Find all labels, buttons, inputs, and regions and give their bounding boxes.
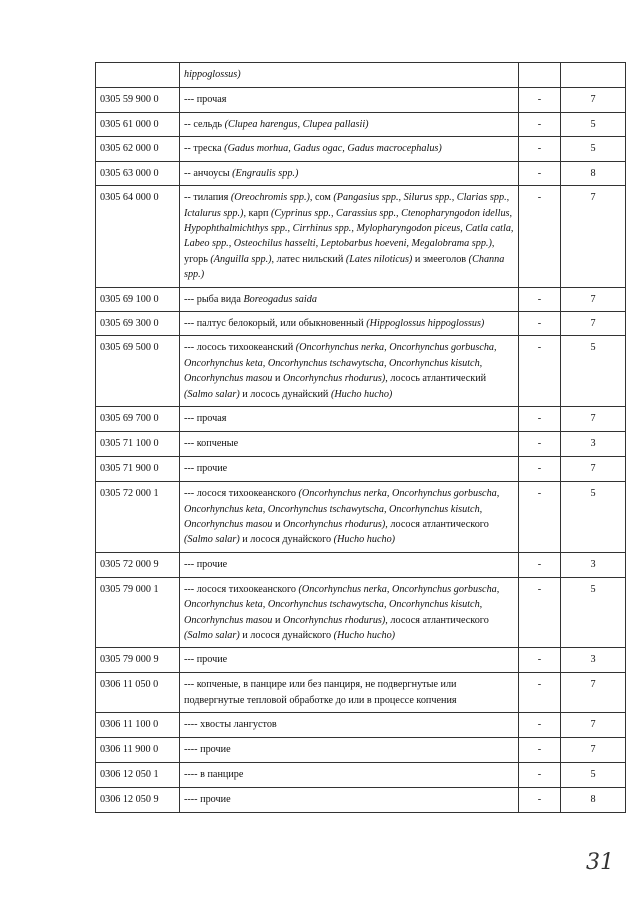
description-cell: [180, 336, 519, 407]
unit-cell: -: [519, 287, 561, 311]
duty-rate-cell: 7: [561, 673, 626, 713]
table-row: [96, 186, 626, 287]
duty-rate-cell: 7: [561, 88, 626, 113]
duty-rate-cell: 7: [561, 312, 626, 336]
duty-rate-cell: 5: [561, 577, 626, 648]
table-row: [96, 287, 626, 311]
description-text: , сом: [309, 192, 334, 204]
table-row: [96, 432, 626, 457]
table-row: [96, 336, 626, 407]
table-row: [96, 407, 626, 432]
duty-rate-cell: 5: [561, 336, 626, 407]
duty-rate-cell: 7: [561, 738, 626, 763]
duty-rate-cell: 5: [561, 137, 626, 161]
tnved-code-cell: 0305 79 000 1: [96, 577, 180, 648]
description-text: и лосося дунайского: [239, 534, 334, 546]
description-cell: [180, 577, 519, 648]
tnved-code-cell: 0305 71 900 0: [96, 457, 180, 482]
table-row: [96, 88, 626, 113]
description-text: ---- прочие: [184, 794, 231, 806]
table-row: [96, 673, 626, 713]
tnved-code-cell: 0306 11 050 0: [96, 673, 180, 713]
description-text: и: [272, 614, 283, 626]
latin-name-text: (Lates niloticus): [345, 253, 413, 265]
tnved-code-cell: 0305 59 900 0: [96, 88, 180, 113]
latin-name-text: (Oreochromis spp.): [230, 192, 310, 204]
description-cell: [180, 113, 519, 137]
unit-cell: -: [519, 577, 561, 648]
latin-name-text: (Oncorhynchus nerka, Oncorhynchus gorbuscha, Oncorhynchus keta, Oncorhynchus tschawytscha, Oncorhynchus kisutch, Oncorhynchus masou: [184, 488, 500, 530]
latin-name-text: (Hucho hucho): [333, 534, 396, 546]
tariff-table-body: [96, 63, 626, 813]
description-text: ---- в панцире: [184, 769, 244, 781]
description-cell: [180, 161, 519, 185]
page-number: 31: [586, 850, 614, 875]
tnved-code-cell: 0306 11 900 0: [96, 738, 180, 763]
unit-cell: [519, 63, 561, 88]
description-cell: [180, 552, 519, 577]
tnved-code-cell: 0305 72 000 9: [96, 552, 180, 577]
description-text: и: [272, 518, 283, 530]
description-text: --- копченые: [184, 438, 239, 450]
latin-name-text: (Anguilla spp.): [210, 253, 272, 265]
tnved-code-cell: 0306 12 050 1: [96, 763, 180, 788]
tnved-code-cell: 0306 11 100 0: [96, 713, 180, 738]
description-text: --- палтус белокорый, или обыкновенный: [184, 318, 367, 330]
table-row: [96, 161, 626, 185]
description-text: -- анчоусы: [184, 167, 233, 179]
description-cell: [180, 763, 519, 788]
latin-name-text: (Gadus morhua, Gadus ogac, Gadus macrocephalus): [224, 143, 442, 155]
unit-cell: -: [519, 482, 561, 553]
description-cell: [180, 482, 519, 553]
description-cell: [180, 407, 519, 432]
tnved-code-cell: 0305 72 000 1: [96, 482, 180, 553]
description-text: -- сельдь: [184, 119, 225, 130]
description-text: --- лосось тихоокеанский: [184, 342, 296, 354]
unit-cell: -: [519, 432, 561, 457]
description-text: ---- хвосты лангустов: [184, 719, 277, 731]
latin-name-text: (Pangasius spp., Silurus spp., Clarias spp., Ictalurus spp.): [184, 192, 510, 219]
tnved-code-cell: 0305 69 500 0: [96, 336, 180, 407]
description-text: --- копченые, в панцире или без панциря, не подвергнутые или подвергнутые тепловой обработке до или в процессе копчения: [184, 679, 457, 706]
latin-name-text: (Cyprinus spp., Carassius spp., Ctenopharyngodon idellus, Hypophthalmichthys spp., Cirrhinus spp., Mylopharyngodon piceus, Catla catla, Labeo spp., Osteochilus hasselti, Leptobarbus hoeveni, Megalobrama spp.): [184, 207, 514, 250]
unit-cell: -: [519, 407, 561, 432]
description-text: -- треска: [184, 143, 225, 155]
duty-rate-cell: 5: [561, 482, 626, 553]
tnved-code-cell: 0305 69 100 0: [96, 287, 180, 311]
description-cell: [180, 137, 519, 161]
description-cell: [180, 738, 519, 763]
table-row: [96, 577, 626, 648]
latin-name-text: (Clupea harengus, Clupea pallasii): [224, 119, 369, 130]
unit-cell: -: [519, 113, 561, 137]
description-text: --- лосося тихоокеанского: [184, 488, 299, 500]
duty-rate-cell: [561, 63, 626, 88]
tnved-code-cell: 0305 62 000 0: [96, 137, 180, 161]
description-cell: [180, 312, 519, 336]
duty-rate-cell: 7: [561, 407, 626, 432]
duty-rate-cell: 5: [561, 113, 626, 137]
unit-cell: -: [519, 788, 561, 813]
description-cell: [180, 287, 519, 311]
description-text: , угорь: [184, 238, 495, 265]
unit-cell: -: [519, 312, 561, 336]
duty-rate-cell: 8: [561, 161, 626, 185]
description-cell: [180, 788, 519, 813]
description-text: --- прочие: [184, 558, 228, 570]
description-text: , карп: [243, 207, 271, 219]
tnved-code-cell: 0305 64 000 0: [96, 186, 180, 287]
table-row: [96, 738, 626, 763]
latin-name-text: (Oncorhynchus nerka, Oncorhynchus gorbuscha, Oncorhynchus keta, Oncorhynchus tschawytscha, Oncorhynchus kisutch, Oncorhynchus masou: [184, 342, 497, 385]
latin-name-text: hippoglossus): [184, 69, 241, 80]
unit-cell: -: [519, 648, 561, 673]
table-row: [96, 763, 626, 788]
table-row: [96, 137, 626, 161]
description-text: , лосося атлантического: [385, 518, 489, 530]
unit-cell: -: [519, 552, 561, 577]
table-row: [96, 312, 626, 336]
duty-rate-cell: 7: [561, 457, 626, 482]
unit-cell: -: [519, 673, 561, 713]
duty-rate-cell: 5: [561, 763, 626, 788]
tnved-code-cell: 0305 69 300 0: [96, 312, 180, 336]
tnved-code-cell: [96, 63, 180, 88]
duty-rate-cell: 7: [561, 186, 626, 287]
latin-name-text: Boreogadus saida: [243, 293, 317, 305]
description-text: ---- прочие: [184, 744, 231, 756]
table-row: [96, 788, 626, 813]
latin-name-text: (Hucho hucho): [330, 388, 393, 400]
table-row: [96, 113, 626, 137]
description-text: --- лосося тихоокеанского: [184, 583, 299, 595]
unit-cell: -: [519, 738, 561, 763]
latin-name-text: (Hucho hucho): [333, 629, 396, 641]
latin-name-text: (Channa spp.): [184, 253, 505, 281]
table-row: [96, 457, 626, 482]
description-text: --- прочая: [184, 94, 227, 105]
tariff-table: [95, 62, 626, 813]
tnved-code-cell: 0305 69 700 0: [96, 407, 180, 432]
description-text: --- рыба вида: [184, 293, 244, 305]
duty-rate-cell: 3: [561, 432, 626, 457]
duty-rate-cell: 3: [561, 552, 626, 577]
unit-cell: -: [519, 161, 561, 185]
description-cell: [180, 186, 519, 287]
description-text: --- прочая: [184, 413, 227, 425]
table-row: [96, 552, 626, 577]
description-text: --- прочие: [184, 463, 228, 475]
latin-name-text: Oncorhynchus rhodurus): [282, 373, 386, 385]
unit-cell: -: [519, 457, 561, 482]
latin-name-text: Oncorhynchus rhodurus): [282, 614, 386, 626]
duty-rate-cell: 7: [561, 287, 626, 311]
table-row: [96, 482, 626, 553]
latin-name-text: (Salmo salar): [184, 388, 240, 400]
description-text: --- прочие: [184, 654, 228, 666]
latin-name-text: (Hippoglossus hippoglossus): [366, 318, 485, 330]
description-text: и змееголов: [412, 253, 469, 265]
duty-rate-cell: 7: [561, 713, 626, 738]
description-cell: [180, 432, 519, 457]
description-text: , лосося атлантического: [385, 614, 489, 626]
description-text: и лосося дунайского: [239, 629, 334, 641]
description-text: -- тилапия: [184, 192, 231, 204]
description-text: и лосось дунайский: [239, 388, 331, 400]
table-row: [96, 713, 626, 738]
tnved-code-cell: 0305 63 000 0: [96, 161, 180, 185]
table-row: [96, 63, 626, 88]
tnved-code-cell: 0305 61 000 0: [96, 113, 180, 137]
unit-cell: -: [519, 88, 561, 113]
description-text: , латес нильский: [271, 253, 346, 265]
latin-name-text: (Salmo salar): [184, 534, 240, 546]
duty-rate-cell: 8: [561, 788, 626, 813]
tnved-code-cell: 0306 12 050 9: [96, 788, 180, 813]
unit-cell: -: [519, 713, 561, 738]
tnved-code-cell: 0305 71 100 0: [96, 432, 180, 457]
latin-name-text: (Engraulis spp.): [232, 167, 299, 179]
description-cell: [180, 713, 519, 738]
unit-cell: -: [519, 186, 561, 287]
duty-rate-cell: 3: [561, 648, 626, 673]
unit-cell: -: [519, 336, 561, 407]
description-cell: [180, 88, 519, 113]
description-cell: [180, 457, 519, 482]
description-cell: [180, 673, 519, 713]
latin-name-text: (Salmo salar): [184, 629, 240, 641]
latin-name-text: Oncorhynchus rhodurus): [282, 518, 386, 530]
description-cell: [180, 648, 519, 673]
description-text: и: [272, 373, 283, 385]
tnved-code-cell: 0305 79 000 9: [96, 648, 180, 673]
latin-name-text: (Oncorhynchus nerka, Oncorhynchus gorbuscha, Oncorhynchus keta, Oncorhynchus tschawytscha, Oncorhynchus kisutch, Oncorhynchus masou: [184, 583, 500, 626]
unit-cell: -: [519, 763, 561, 788]
unit-cell: -: [519, 137, 561, 161]
table-row: [96, 648, 626, 673]
description-cell: [180, 63, 519, 88]
description-text: , лосось атлантический: [385, 373, 487, 385]
